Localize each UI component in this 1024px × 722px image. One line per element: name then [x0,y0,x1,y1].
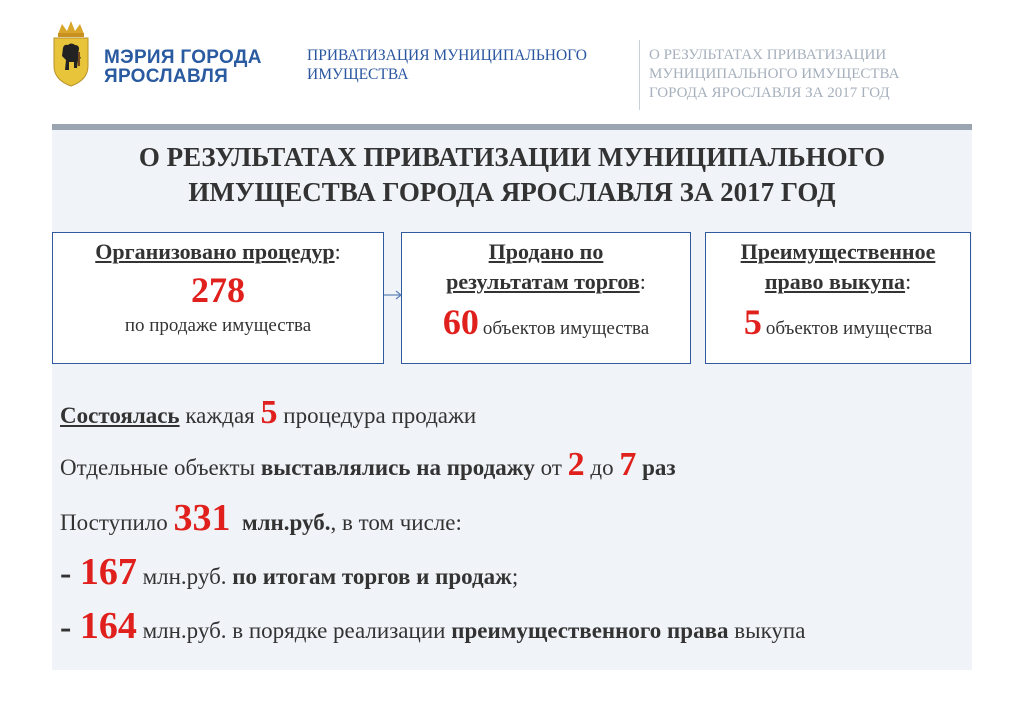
box-heading-suffix: : [905,269,912,294]
fact-line-5 [60,604,805,648]
fact-dash: - [60,609,80,646]
fact-text: , в том числе: [330,510,462,535]
header-divider [639,40,640,110]
fact-line-1 [60,394,476,432]
box-value: 60 [442,302,479,342]
fact-text: Отдельные объекты [60,455,261,480]
box-value: 278 [191,270,245,310]
page-title-line2: ИМУЩЕСТВА ГОРОДА ЯРОСЛАВЛЯ ЗА 2017 ГОД [188,177,836,207]
arrow-right-icon [383,288,403,302]
fact-number: 167 [79,551,137,593]
stat-box-preemptive [705,232,971,364]
yaroslavl-emblem-icon [50,18,92,88]
fact-text: процедура продажи [277,403,477,428]
box-heading-suffix: : [639,269,646,294]
fact-text: до [584,455,620,480]
box-text: по продаже имущества [124,315,312,336]
fact-number: 5 [260,394,278,431]
box-value: 5 [743,302,762,342]
fact-text: выкупа [728,618,806,643]
box-heading-line2: право выкупа [764,269,906,294]
fact-number: 7 [619,446,637,483]
fact-emphasis: преимущественного права [451,618,729,643]
fact-line-3 [60,496,462,540]
logo-text [104,48,262,86]
fact-text: от [534,455,568,480]
fact-text: каждая [179,403,261,428]
logo-line2: ЯРОСЛАВЛЯ [104,66,229,87]
stat-box-procedures [52,232,384,364]
fact-text: млн.руб. в порядке реализации [136,618,452,643]
box-heading-line1: Преимущественное [740,239,936,264]
stat-box-sold [401,232,691,364]
logo-line1: МЭРИЯ ГОРОДА [104,47,262,68]
fact-line-4 [60,550,518,594]
fact-emphasis: млн.руб. [241,510,331,535]
fact-number: 164 [79,605,137,647]
document-title: О РЕЗУЛЬТАТАХ ПРИВАТИЗАЦИИ МУНИЦИПАЛЬНОГО ИМУЩЕСТВА ГОРОДА ЯРОСЛАВЛЯ ЗА 2017 ГОД [649,47,900,101]
fact-emphasis: по итогам торгов и продаж [232,564,512,589]
fact-text: ; [511,564,519,589]
fact-line-2 [60,446,676,484]
box-text: объектов имущества [482,318,650,339]
page-title [52,140,972,210]
fact-emphasis: Состоялась [60,403,180,428]
fact-text: млн.руб. [136,564,233,589]
box-heading-line1: Продано по [488,239,604,264]
section-title: ПРИВАТИЗАЦИЯ МУНИЦИПАЛЬНОГО ИМУЩЕСТВА [307,47,587,83]
fact-text: раз [636,455,676,480]
box-heading: Организовано процедур [95,239,335,264]
fact-emphasis: выставлялись на продажу [260,455,535,480]
fact-number: 331 [173,497,231,539]
fact-number: 2 [567,446,585,483]
page-title-line1: О РЕЗУЛЬТАТАХ ПРИВАТИЗАЦИИ МУНИЦИПАЛЬНОГО [138,142,886,172]
fact-dash: - [60,555,80,592]
panel-top-bar [52,124,972,130]
box-text: объектов имущества [765,318,933,339]
fact-text: Поступило [60,510,174,535]
box-heading-line2: результатам торгов [446,269,640,294]
box-heading-suffix: : [334,239,341,264]
